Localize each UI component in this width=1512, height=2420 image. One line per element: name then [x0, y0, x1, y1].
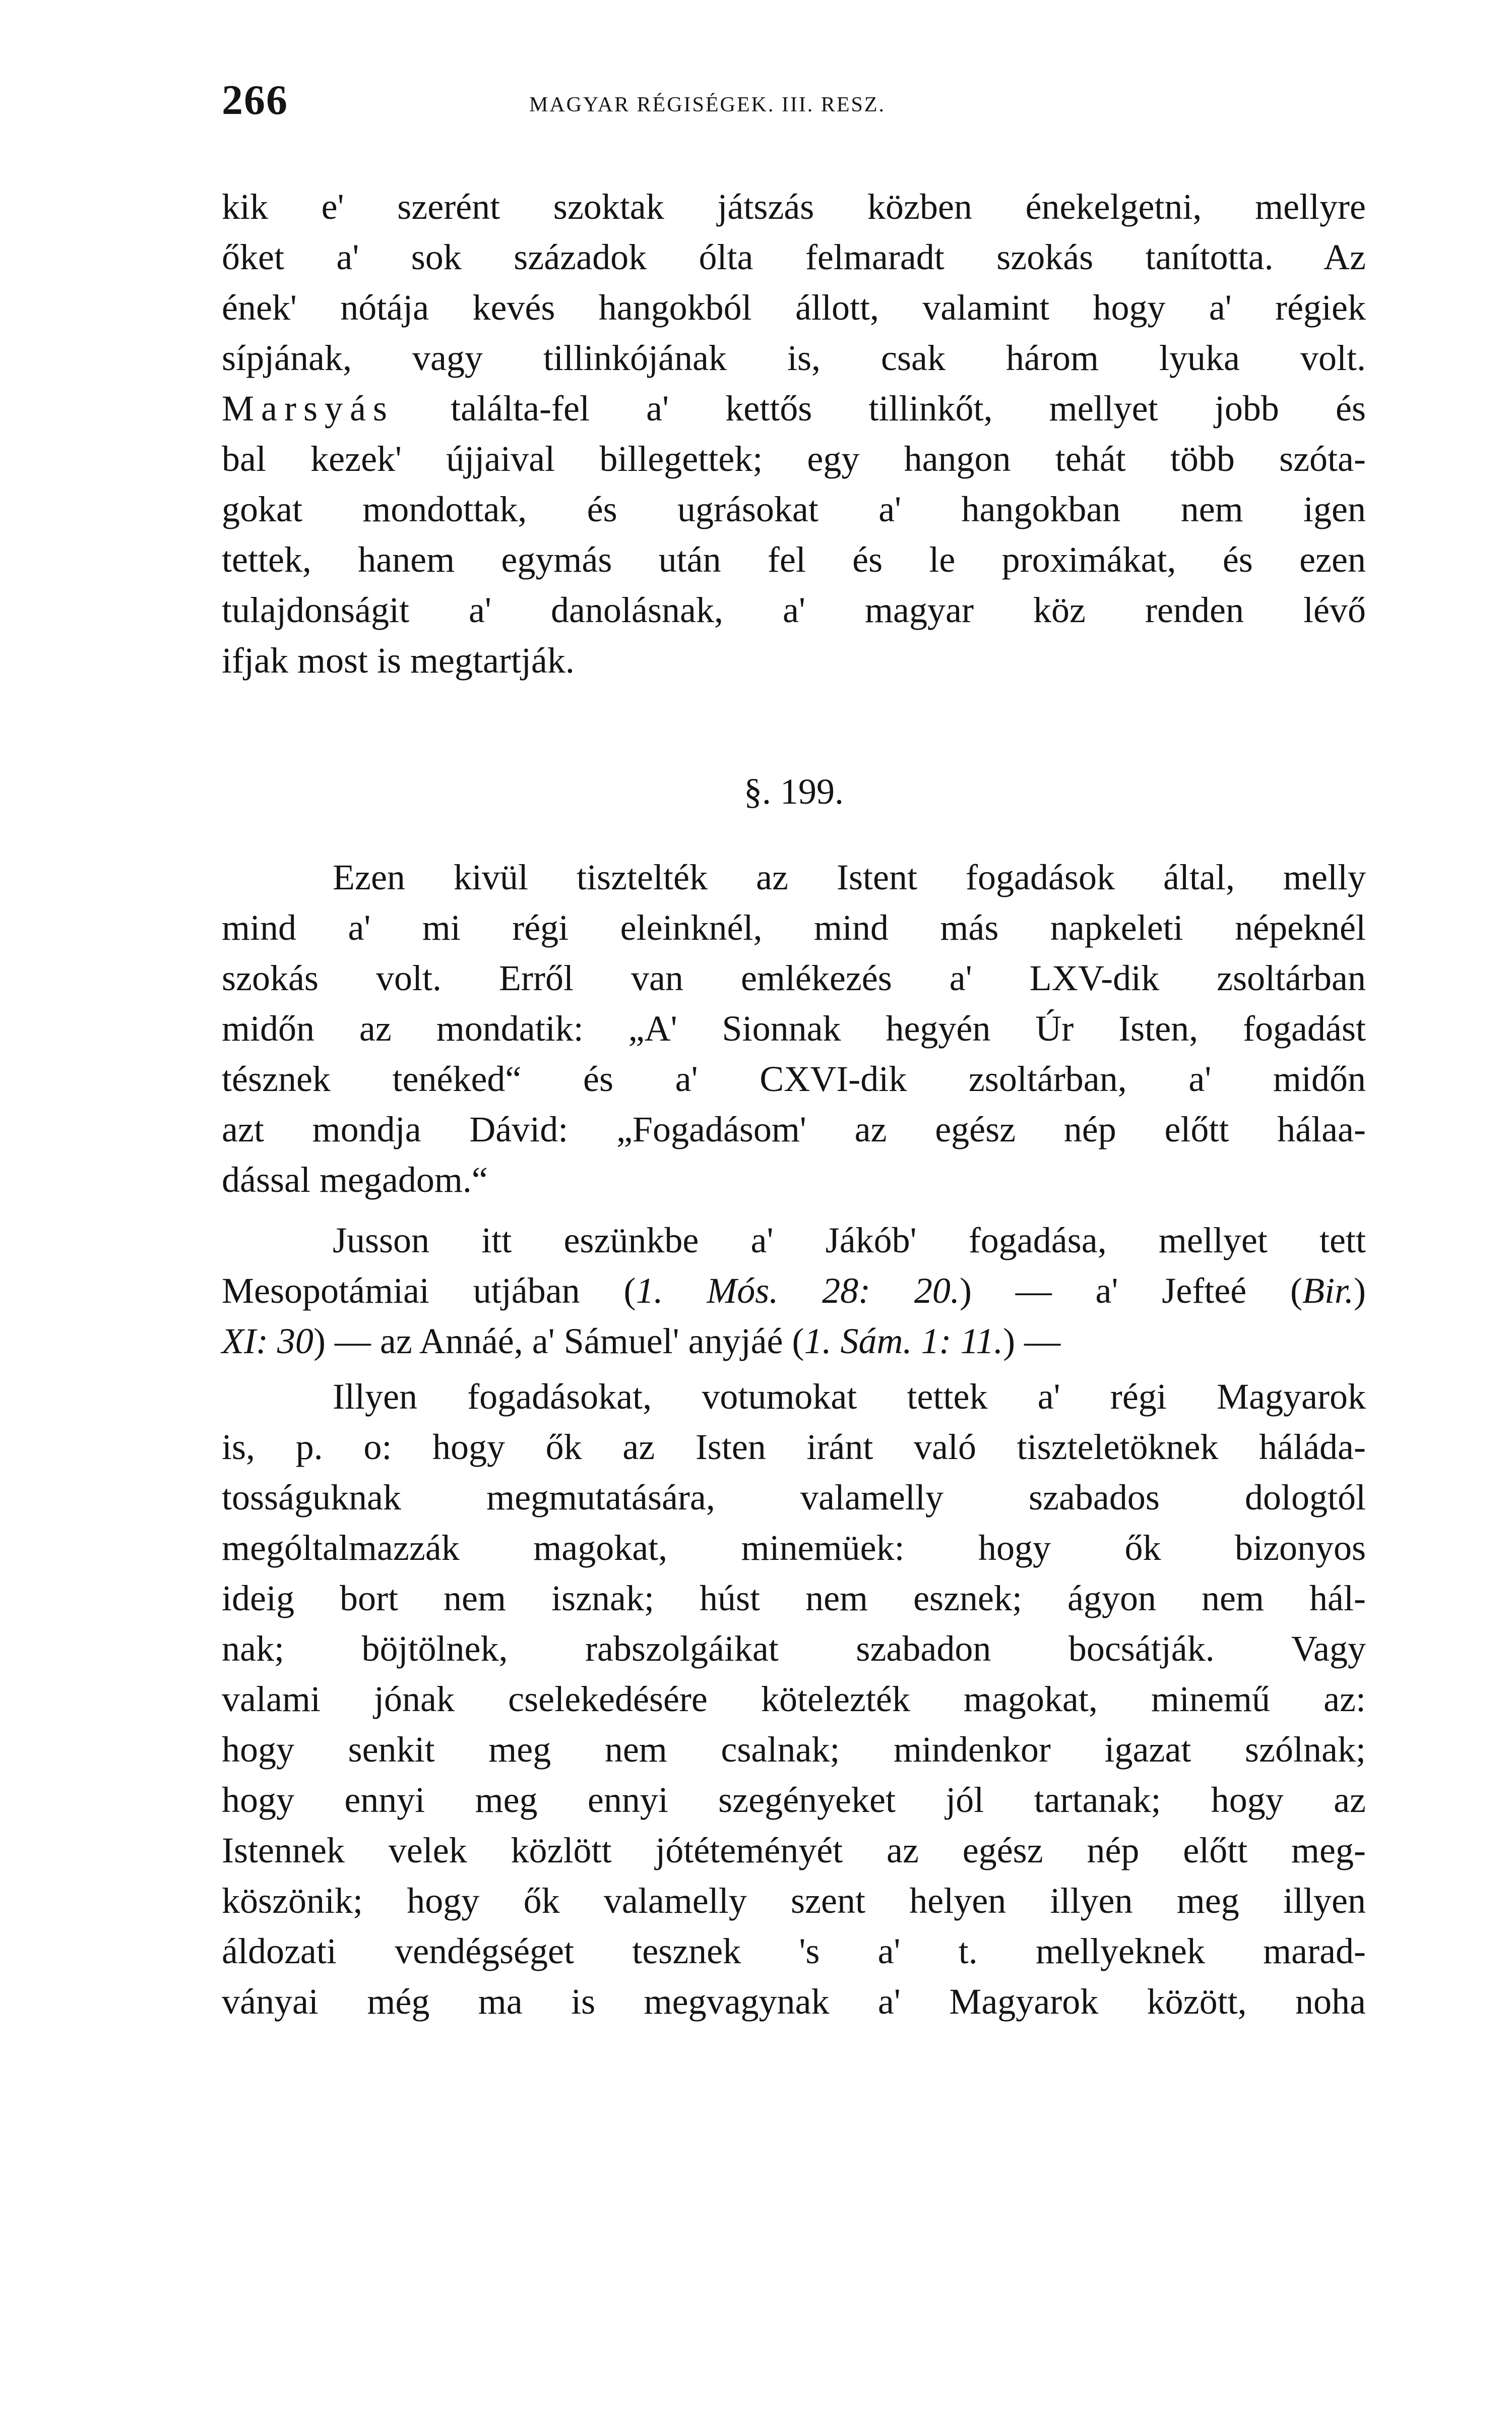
scripture-reference: Bir.	[1302, 1270, 1354, 1311]
text-line: midőn az mondatik: „A' Sionnak hegyén Úr Isten, fogadást	[222, 1008, 1366, 1049]
text-line: hogy ennyi meg ennyi szegényeket jól tartanak; hogy az	[222, 1780, 1366, 1820]
text-span: Mesopotámiai utjában (	[222, 1270, 636, 1311]
scripture-reference: 1. Sám. 1: 11.	[804, 1321, 1003, 1361]
text-span: ) — az Annáé, a' Sámuel' anyjáé (	[313, 1321, 804, 1361]
text-line: tulajdonságit a' danolásnak, a' magyar köz renden lévő	[222, 590, 1366, 630]
text-span: ) — a' Jefteé (	[959, 1270, 1302, 1311]
text-line: nak; böjtölnek, rabszolgáikat szabadon bocsátják. Vagy	[222, 1628, 1366, 1669]
text-line	[222, 383, 1366, 434]
text-line: kik e' szerént szoktak játszás közben énekelgetni, mellyre	[222, 187, 1366, 227]
text-line: mind a' mi régi eleinknél, mind más napkeleti népeknél	[222, 908, 1366, 948]
running-head: MAGYAR RÉGISÉGEK. III. RESZ.	[529, 93, 886, 116]
text-line	[222, 1265, 1366, 1316]
text-line: Jusson itt eszünkbe a' Jákób' fogadása, mellyet tett	[333, 1220, 1366, 1260]
text-line: ványai még ma is megvagynak a' Magyarok között, noha	[222, 1981, 1366, 2022]
text-line: azt mondja Dávid: „Fogadásom' az egész nép előtt hálaa-	[222, 1109, 1366, 1150]
text-line: ének' nótája kevés hangokból állott, valamint hogy a' régiek	[222, 287, 1366, 328]
text-line: gokat mondottak, és ugrásokat a' hangokban nem igen	[222, 489, 1366, 529]
page-header	[222, 76, 1366, 131]
text-line: tosságuknak megmutatására, valamelly szabados dologtól	[222, 1477, 1366, 1518]
text-line	[222, 434, 1366, 484]
text-line: valami jónak cselekedésére kötelezték magokat, minemű az:	[222, 1679, 1366, 1719]
text-line: mególtalmazzák magokat, minemüek: hogy ők bizonyos	[222, 1528, 1366, 1568]
text-line: őket a' sok századok ólta felmaradt szokás tanította. Az	[222, 237, 1366, 277]
text-line: szokás volt. Erről van emlékezés a' LXV-dik zsoltárban	[222, 958, 1366, 998]
text-line: Ezen kivül tisztelték az Istent fogadások által, melly	[333, 857, 1366, 897]
text-line: sípjának, vagy tillinkójának is, csak három lyuka volt.	[222, 338, 1366, 378]
text-line	[222, 1316, 1366, 1366]
page-number: 266	[222, 77, 288, 124]
text-span: találta-fel a' kettős tillinkőt, mellyet jobb és	[394, 388, 1366, 429]
text-line: tésznek tenéked“ és a' CXVI-dik zsoltárban, a' midőn	[222, 1059, 1366, 1099]
text-line: tettek, hanem egymás után fel és le proximákat, és ezen	[222, 539, 1366, 580]
section-heading: §. 199.	[744, 771, 844, 812]
text-span: ) —	[1003, 1321, 1061, 1361]
text-line: dással megadom.“	[222, 1160, 488, 1200]
text-line: áldozati vendégséget tesznek 's a' t. mellyeknek marad-	[222, 1931, 1366, 1971]
scripture-reference: XI: 30	[222, 1321, 313, 1361]
text-span: hangon tehát több szóta-	[904, 439, 1366, 479]
scripture-reference: 1. Mós. 28: 20.	[636, 1270, 960, 1311]
text-line: is, p. o: hogy ők az Isten iránt való tiszteletöknek háláda-	[222, 1427, 1366, 1467]
text-line: ifjak most is megtartják.	[222, 640, 575, 681]
text-line: ideig bort nem isznak; húst nem esznek; ágyon nem hál-	[222, 1578, 1366, 1618]
text-line: köszönik; hogy ők valamelly szent helyen illyen meg illyen	[222, 1881, 1366, 1921]
text-line: Istennek velek közlött jótéteményét az egész nép előtt meg-	[222, 1830, 1366, 1870]
text-span: )	[1354, 1270, 1366, 1311]
text-line: Illyen fogadásokat, votumokat tettek a' régi Magyarok	[333, 1376, 1366, 1417]
text-span: bal kezek' újjaival billegettek; egy	[222, 439, 904, 479]
person-name: Marsyás	[222, 388, 394, 429]
text-line: hogy senkit meg nem csalnak; mindenkor igazat szólnak;	[222, 1729, 1366, 1770]
